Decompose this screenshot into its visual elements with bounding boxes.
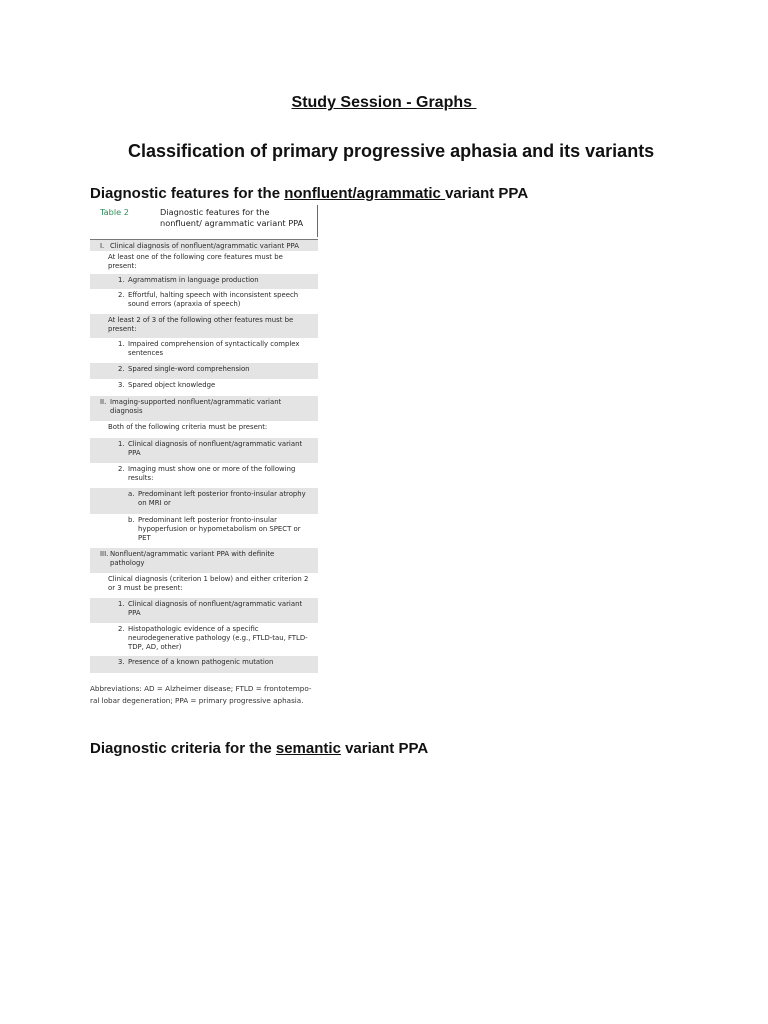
table-row: [90, 548, 318, 573]
row-text: Nonfluent/agrammatic variant PPA with definite pathology: [110, 550, 275, 567]
row-number: b.: [128, 516, 135, 524]
row-text: Presence of a known pathogenic mutation: [128, 658, 274, 666]
table-row: [90, 289, 318, 314]
heading-prefix: Diagnostic criteria for the: [90, 740, 276, 757]
table-row: [90, 379, 318, 396]
row-number: 1.: [118, 600, 125, 608]
table-caption: Diagnostic features for the nonfluent/ agrammatic variant PPA: [160, 207, 304, 228]
row-text: Predominant left posterior fronto-insular atrophy on MRI or: [138, 490, 306, 507]
table-row: [90, 363, 318, 379]
row-number: 3.: [118, 658, 125, 666]
table-row: [90, 338, 318, 363]
row-text: At least one of the following core features must be present:: [108, 253, 283, 270]
row-text: Clinical diagnosis (criterion 1 below) and either criterion 2 or 3 must be present:: [108, 575, 309, 592]
row-number: 2.: [118, 625, 125, 633]
nonfluent-variant-heading: [90, 185, 528, 202]
row-text: Clinical diagnosis of nonfluent/agrammatic variant PPA: [110, 242, 299, 250]
heading-suffix: variant PPA: [445, 185, 529, 202]
row-text: Both of the following criteria must be present:: [108, 423, 268, 431]
row-number: 3.: [118, 381, 125, 389]
table-abbreviations: Abbreviations: AD = Alzheimer disease; FTLD = frontotempo-ral lobar degeneration; PPA = primary progressive aphasia.: [90, 684, 312, 705]
table-body: [90, 239, 318, 673]
table-row: [90, 514, 318, 548]
row-text: Clinical diagnosis of nonfluent/agrammatic variant PPA: [128, 440, 303, 457]
table-row: [90, 438, 318, 463]
row-text: Imaging-supported nonfluent/agrammatic variant diagnosis: [110, 398, 282, 415]
page-title: Study Session - Graphs: [291, 94, 477, 111]
table-header: [90, 205, 318, 237]
row-text: Spared single-word comprehension: [128, 365, 250, 373]
row-number: III.: [100, 550, 109, 558]
row-text: Effortful, halting speech with inconsistent speech sound errors (apraxia of speech): [128, 291, 299, 308]
table-label: Table 2: [100, 207, 129, 217]
row-number: I.: [100, 242, 105, 250]
table-row: [90, 488, 318, 514]
row-text: Predominant left posterior fronto-insular hypoperfusion or hypometabolism on SPECT or PET: [138, 516, 301, 542]
heading-underlined-term: nonfluent/agrammatic: [284, 185, 446, 202]
semantic-variant-heading: [90, 740, 428, 757]
row-number: 2.: [118, 465, 125, 473]
row-text: Spared object knowledge: [128, 381, 216, 389]
diagnostic-features-table: [90, 205, 318, 707]
table-row: [90, 421, 318, 438]
row-number: 1.: [118, 276, 125, 284]
table-row: [90, 656, 318, 673]
heading-suffix: variant PPA: [340, 740, 429, 757]
section-title: Classification of primary progressive aphasia and its variants: [128, 141, 655, 161]
row-text: Histopathologic evidence of a specific neurodegenerative pathology (e.g., FTLD-tau, FTLD-TDP, AD, other): [128, 625, 308, 651]
row-number: 1.: [118, 440, 125, 448]
row-number: a.: [128, 490, 135, 498]
row-number: 2.: [118, 365, 125, 373]
table-row: [90, 251, 318, 274]
heading-underlined-term: semantic: [275, 740, 341, 757]
row-text: Imaging must show one or more of the following results:: [128, 465, 296, 482]
row-number: II.: [100, 398, 107, 406]
row-text: At least 2 of 3 of the following other features must be present:: [108, 316, 294, 333]
heading-prefix: Diagnostic features for the: [90, 185, 285, 202]
row-number: 1.: [118, 340, 125, 348]
row-number: 2.: [118, 291, 125, 299]
row-text: Agrammatism in language production: [128, 276, 259, 284]
table-row: [90, 240, 318, 251]
row-text: Impaired comprehension of syntactically complex sentences: [128, 340, 300, 357]
table-row: [90, 463, 318, 488]
table-row: [90, 314, 318, 338]
row-text: Clinical diagnosis of nonfluent/agrammatic variant PPA: [128, 600, 303, 617]
table-row: [90, 396, 318, 421]
table-row: [90, 598, 318, 623]
table-row: [90, 274, 318, 289]
table-row: [90, 573, 318, 598]
table-row: [90, 623, 318, 656]
